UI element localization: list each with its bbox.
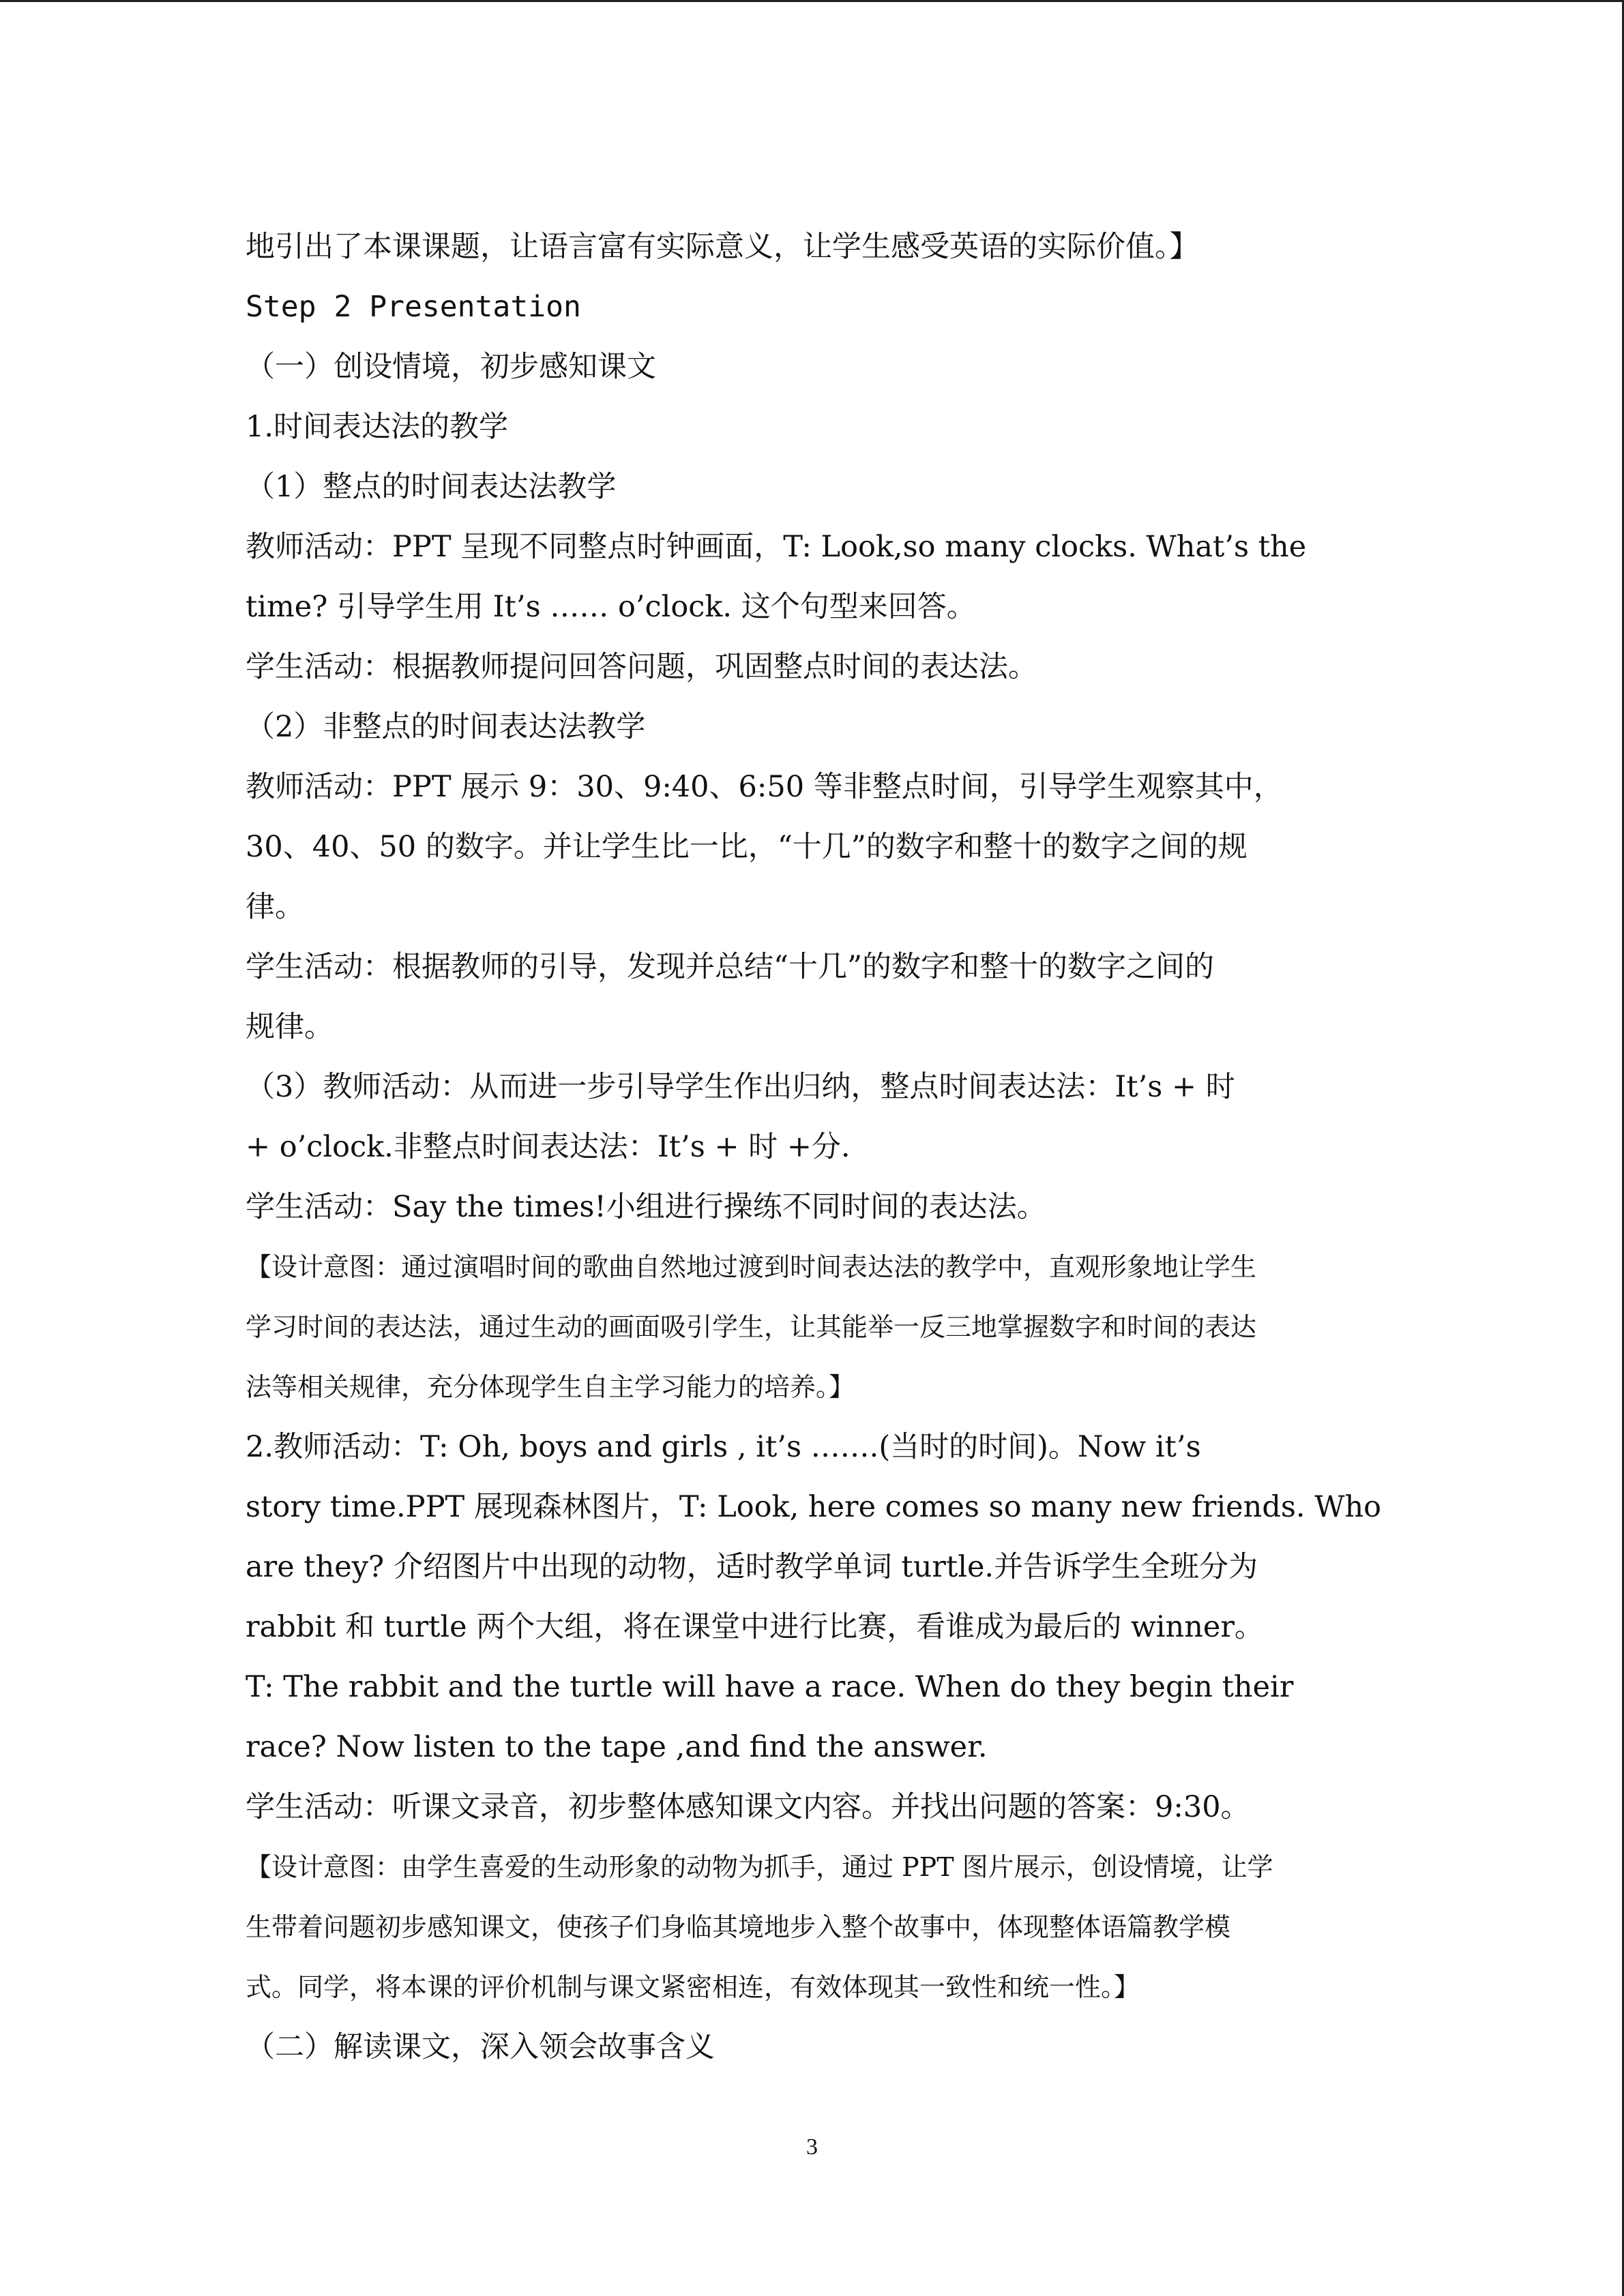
paragraph-line: story time.PPT 展现森林图片，T: Look, here comes so many new friends. Who xyxy=(246,1490,1382,1524)
design-intent-note: 法等相关规律，充分体现学生自主学习能力的培养。】 xyxy=(246,1372,855,1402)
paragraph-line: 规律。 xyxy=(246,1010,334,1044)
paragraph-line: T: The rabbit and the turtle will have a race. When do they begin their xyxy=(246,1670,1294,1704)
subsection-heading: （一）创设情境，初步感知课文 xyxy=(246,350,656,384)
paragraph-line: 2.教师活动：T: Oh, boys and girls , it’s …….(当时的时间)。Now it’s xyxy=(246,1430,1201,1464)
sub-item-heading: （1）整点的时间表达法教学 xyxy=(246,470,617,504)
paragraph-line: （3）教师活动：从而进一步引导学生作出归纳，整点时间表达法：It’s + 时 xyxy=(246,1070,1235,1104)
paragraph-line: 教师活动：PPT 展示 9：30、9:40、6:50 等非整点时间，引导学生观察其中， xyxy=(246,770,1283,804)
page-number: 3 xyxy=(806,2134,818,2160)
design-intent-note: 【设计意图：通过演唱时间的歌曲自然地过渡到时间表达法的教学中，直观形象地让学生 xyxy=(246,1252,1257,1282)
paragraph-line: rabbit 和 turtle 两个大组，将在课堂中进行比赛，看谁成为最后的 winner。 xyxy=(246,1610,1264,1644)
subsection-heading: （二）解读课文，深入领会故事含义 xyxy=(246,2030,715,2064)
design-intent-note: 式。同学，将本课的评价机制与课文紧密相连，有效体现其一致性和统一性。】 xyxy=(246,1972,1140,2002)
paragraph-line: 学生活动：听课文录音，初步整体感知课文内容。并找出问题的答案：9:30。 xyxy=(246,1790,1250,1824)
paragraph-line: 学生活动：Say the times!小组进行操练不同时间的表达法。 xyxy=(246,1190,1046,1224)
paragraph-line: are they? 介绍图片中出现的动物，适时教学单词 turtle.并告诉学生全班分为 xyxy=(246,1550,1258,1584)
paragraph-line: 教师活动：PPT 呈现不同整点时钟画面，T: Look,so many clocks. What’s the xyxy=(246,530,1307,564)
item-heading: 1.时间表达法的教学 xyxy=(246,410,509,444)
document-body xyxy=(246,217,1385,2077)
design-intent-note: 学习时间的表达法，通过生动的画面吸引学生，让其能举一反三地掌握数字和时间的表达 xyxy=(246,1312,1257,1342)
paragraph-line: time? 引导学生用 It’s …… o’clock. 这个句型来回答。 xyxy=(246,590,976,624)
paragraph-line: 地引出了本课课题，让语言富有实际意义，让学生感受英语的实际价值。】 xyxy=(246,230,1199,264)
paragraph-line: race? Now listen to the tape ,and find the answer. xyxy=(246,1730,988,1764)
paragraph-line: 30、40、50 的数字。并让学生比一比，“十几”的数字和整十的数字之间的规 xyxy=(246,830,1247,864)
paragraph-line: 学生活动：根据教师提问回答问题，巩固整点时间的表达法。 xyxy=(246,650,1037,684)
paragraph-line: + o’clock.非整点时间表达法：It’s + 时 +分. xyxy=(246,1130,851,1164)
sub-item-heading: （2）非整点的时间表达法教学 xyxy=(246,710,646,744)
page-border-top xyxy=(0,0,1624,2)
paragraph-line: 学生活动：根据教师的引导，发现并总结“十几”的数字和整十的数字之间的 xyxy=(246,950,1214,984)
section-heading: Step 2 Presentation xyxy=(246,290,581,324)
paragraph-line: 律。 xyxy=(246,890,304,924)
design-intent-note: 生带着问题初步感知课文，使孩子们身临其境地步入整个故事中，体现整体语篇教学模 xyxy=(246,1912,1231,1942)
design-intent-note: 【设计意图：由学生喜爱的生动形象的动物为抓手，通过 PPT 图片展示，创设情境，让学 xyxy=(246,1852,1273,1882)
